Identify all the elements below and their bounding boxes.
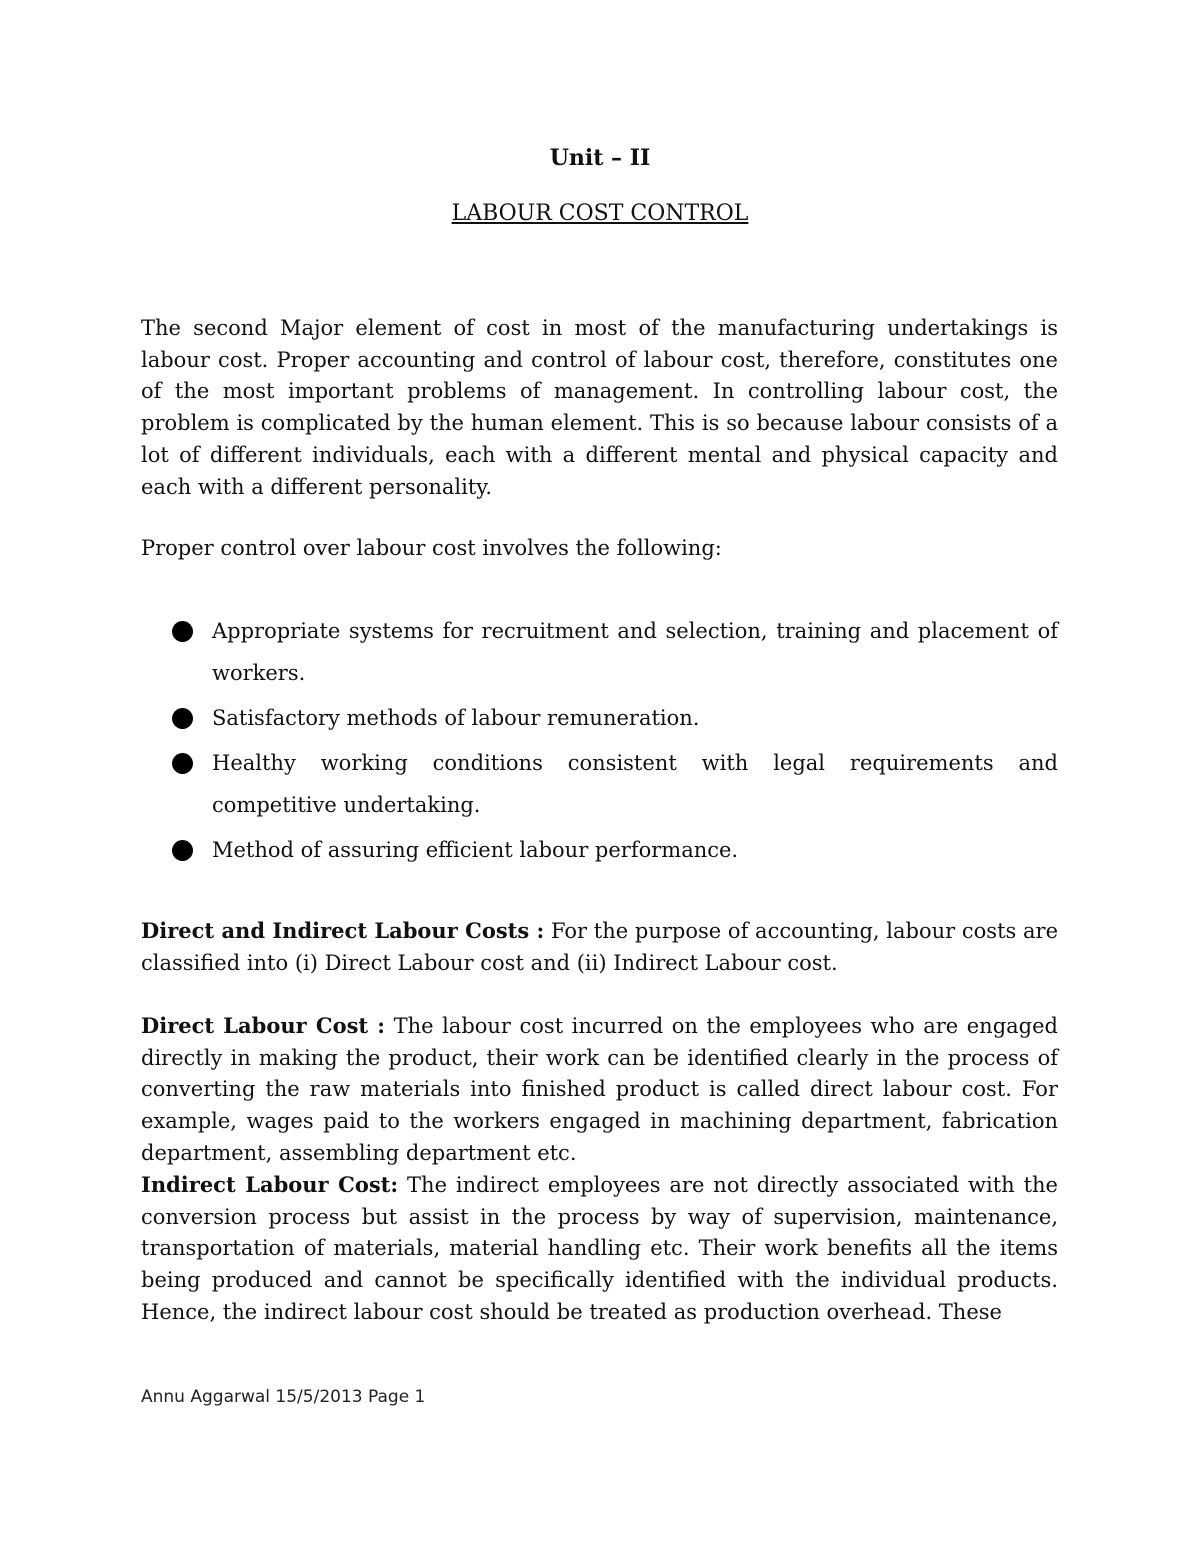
unit-title: Unit – II (549, 145, 651, 171)
page-footer: Annu Aggarwal 15/5/2013 Page 1 (141, 1387, 426, 1407)
bullet-text: Appropriate systems for recruitment and selection, training and placement of workers. (212, 619, 1058, 685)
bullet-dot-icon (172, 708, 193, 729)
direct-labour-heading: Direct Labour Cost : (141, 1013, 386, 1038)
indirect-labour-paragraph (141, 1169, 1058, 1329)
direct-labour-paragraph (141, 1010, 1058, 1170)
proper-control-intro: Proper control over labour cost involves the following: (141, 536, 722, 560)
indirect-labour-heading: Indirect Labour Cost: (141, 1172, 399, 1197)
list-item (172, 610, 1058, 694)
bullet-text: Satisfactory methods of labour remuneration. (212, 706, 700, 730)
bullet-dot-icon (172, 840, 193, 861)
direct-indirect-paragraph (141, 915, 1058, 979)
indirect-labour-text: The indirect employees are not directly associated with the conversion process but assist in the process by way of supervision, maintenance, transportation of materials, material handling etc. Their work benefits all the items being produced and cannot be specifically identified with the individual products. Hence, the indirect labour cost should be treated as production overhead. These (141, 1173, 1058, 1324)
list-item (172, 697, 1058, 739)
direct-labour-text: The labour cost incurred on the employees who are engaged directly in making the product, their work can be identified clearly in the process of converting the raw materials into finished product is called direct labour cost. For example, wages paid to the workers engaged in machining department, fabrication department, assembling department etc. (141, 1014, 1058, 1165)
control-bullet-list (172, 610, 1058, 874)
list-item (172, 829, 1058, 871)
list-item (172, 742, 1058, 826)
bullet-dot-icon (172, 621, 193, 642)
bullet-text: Healthy working conditions consistent with legal requirements and competitive undertaking. (212, 751, 1058, 817)
direct-indirect-heading: Direct and Indirect Labour Costs : (141, 918, 545, 943)
direct-indirect-text: For the purpose of accounting, labour costs are classified into (i) Direct Labour cost and (ii) Indirect Labour cost. (141, 919, 1058, 975)
main-title: LABOUR COST CONTROL (451, 201, 749, 226)
bullet-text: Method of assuring efficient labour performance. (212, 838, 739, 862)
intro-paragraph: The second Major element of cost in most of the manufacturing undertakings is labour cost. Proper accounting and control of labour cost, therefore, constitutes one of the most important problems of management. In controlling labour cost, the problem is complicated by the human element. This is so because labour consists of a lot of different individuals, each with a different mental and physical capacity and each with a different personality. (141, 316, 1058, 499)
bullet-dot-icon (172, 753, 193, 774)
